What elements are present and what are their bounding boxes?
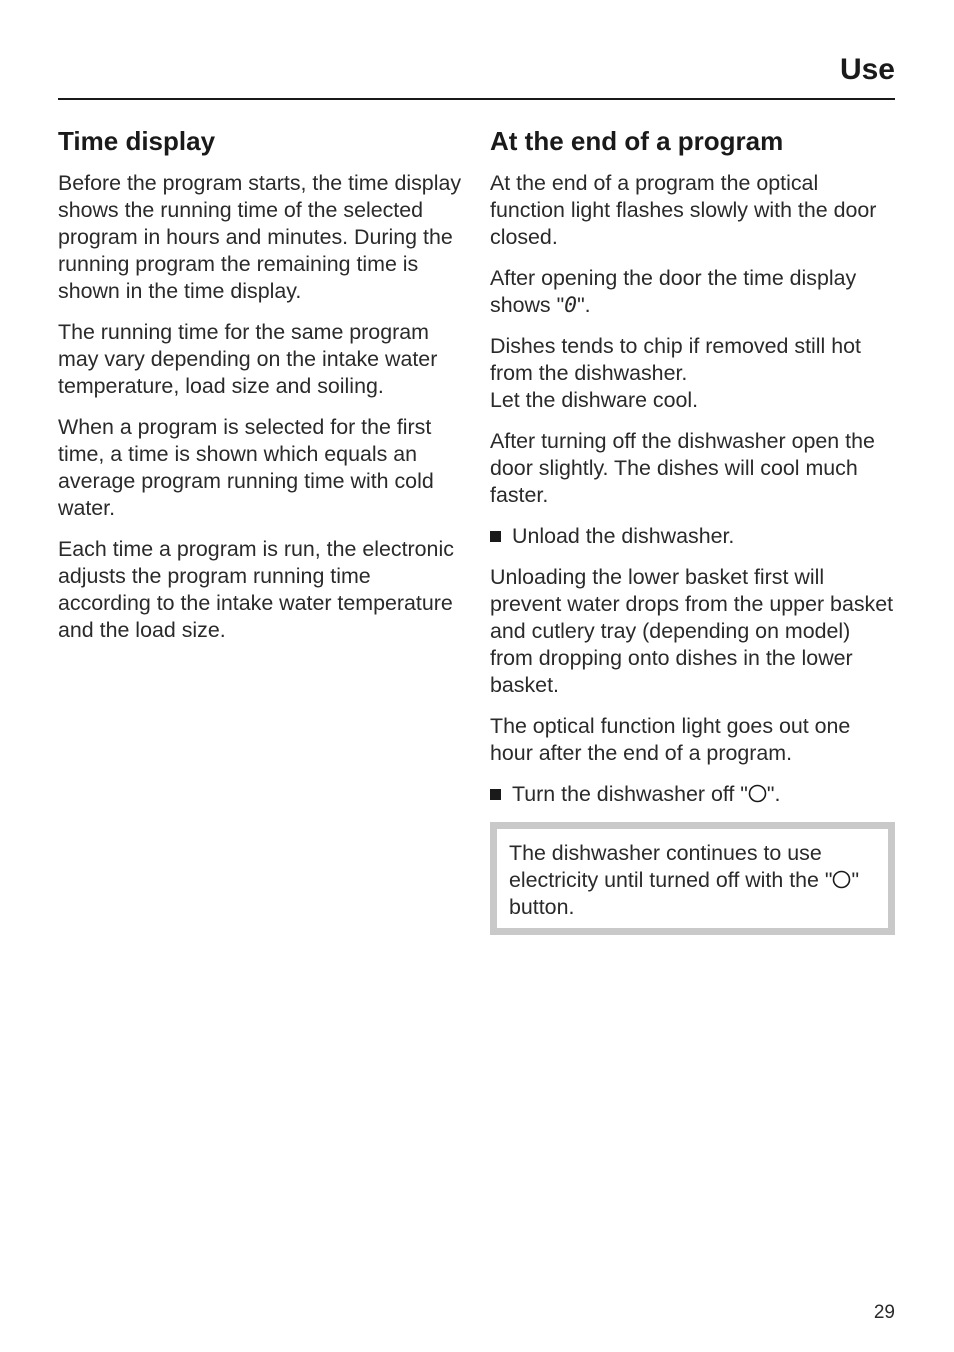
paragraph: The running time for the same program may vary depending on the intake water temperature, load size and soiling. [58, 320, 438, 398]
instruction-bullet: Unload the dishwasher. [490, 523, 895, 550]
time-display-heading: Time display [58, 126, 216, 156]
section-title: Use [839, 53, 895, 86]
page-number: 29 [873, 1302, 895, 1323]
bullet-square-icon [490, 789, 501, 800]
instruction-bullet: Turn the dishwasher off " ". [490, 781, 895, 808]
note-box: The dishwasher continues to use electricity until turned off with the " " button. [490, 822, 895, 935]
paragraph: Dishes tends to chip if removed still hot from the dishwasher. Let the dishware cool. [490, 334, 861, 412]
paragraph: When a program is selected for the first time, a time is shown which equals an average program running time with cold water. [58, 415, 434, 520]
bullet-square-icon [490, 531, 501, 542]
header-rule [58, 98, 895, 100]
paragraph: After turning off the dishwasher open the door slightly. The dishes will cool much faster. [490, 429, 875, 507]
paragraph: After opening the door the time display shows "0". [490, 266, 857, 318]
right-column [490, 124, 895, 935]
paragraph: At the end of a program the optical function light flashes slowly with the door closed. [490, 171, 877, 249]
power-off-icon [748, 784, 767, 803]
paragraph: The optical function light goes out one hour after the end of a program. [490, 714, 851, 765]
power-off-icon [832, 870, 851, 889]
paragraph: Before the program starts, the time display shows the running time of the selected program in hours and minutes. During the running program the remaining time is shown in the time display. [58, 171, 462, 303]
display-digit: 0 [564, 293, 578, 318]
end-of-program-heading: At the end of a program [490, 126, 784, 156]
paragraph: Unloading the lower basket first will prevent water drops from the upper basket and cutlery tray (depending on model) from dropping onto dishes in the lower basket. [490, 565, 894, 697]
left-column [58, 124, 468, 658]
paragraph: Each time a program is run, the electronic adjusts the program running time according to the intake water temperature and the load size. [58, 537, 454, 642]
